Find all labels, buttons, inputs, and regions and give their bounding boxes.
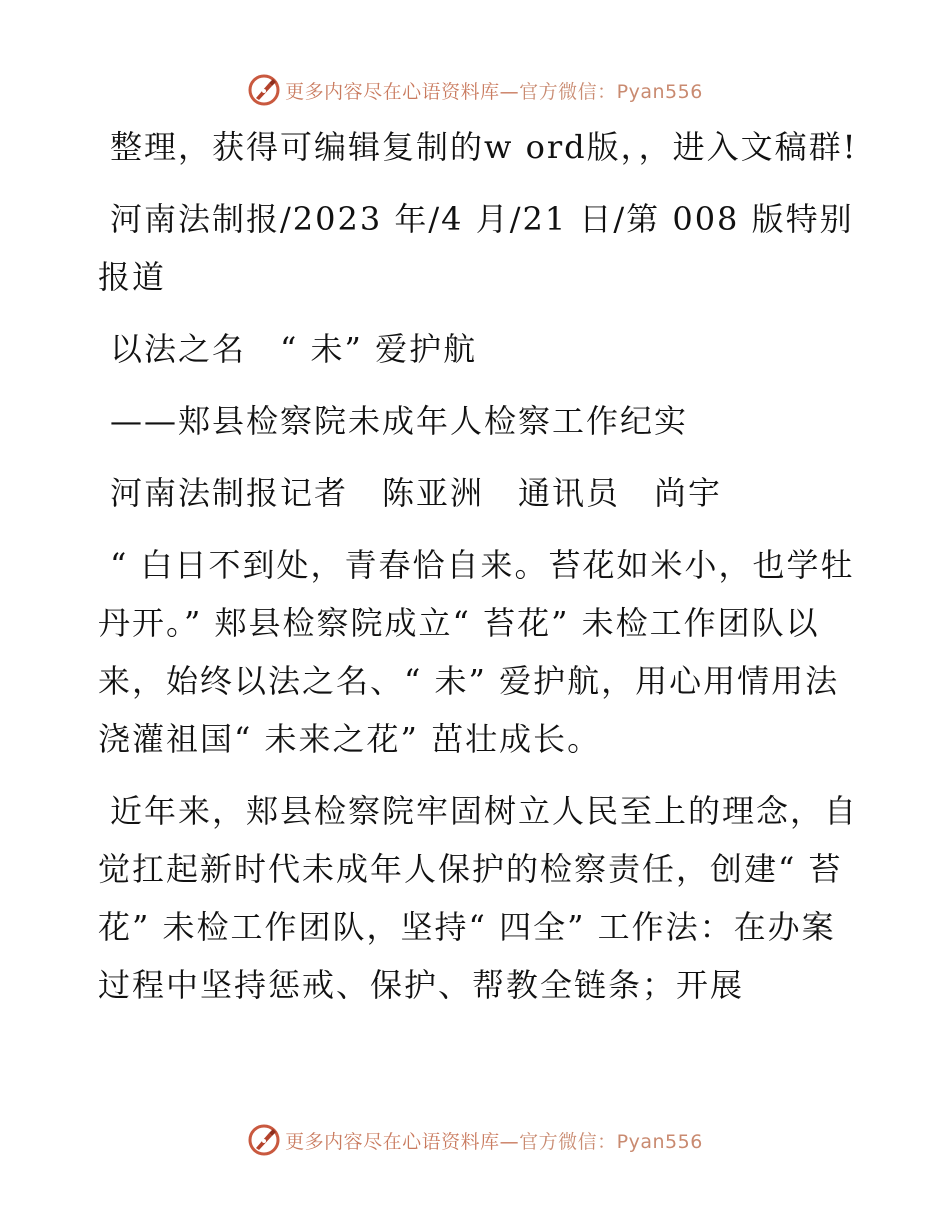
byline: 河南法制报记者 陈亚洲 通讯员 尚宇 — [110, 474, 723, 512]
article-title: 以法之名 “ 未” 爱护航 — [110, 330, 478, 368]
body-paragraph: 近年来，郏县检察院牢固树立人民至上的理念，自觉扛起新时代未成年人保护的检察责任，创建“ 苔花” 未检工作团队，坚持“ 四全” 工作法：在办案过程中坚持惩戒、保护、帮教全链条；开展 — [98, 792, 859, 1004]
article-subtitle: ——郏县检察院未成年人检察工作纪实 — [110, 402, 689, 440]
header-watermark — [0, 70, 950, 110]
banner-main-text: 更多内容尽在心语资料库 — [285, 1130, 500, 1153]
banner-wechat-text: 官方微信：Pyan556 — [519, 80, 703, 103]
footer-watermark — [0, 1120, 950, 1160]
document-body — [98, 118, 858, 1028]
pen-logo-icon — [247, 73, 281, 107]
banner-separator: — — [499, 1130, 520, 1153]
source-line: 河南法制报/2023 年/4 月/21 日/第 008 版特别报道 — [98, 200, 854, 296]
banner-main-text: 更多内容尽在心语资料库 — [285, 80, 500, 103]
banner-wechat-text: 官方微信：Pyan556 — [519, 1130, 703, 1153]
intro-paragraph: 整理，获得可编辑复制的w ord版，，进入文稿群! — [110, 128, 858, 166]
banner-separator: — — [499, 80, 520, 103]
pen-logo-icon — [247, 1123, 281, 1157]
body-paragraph: “ 白日不到处，青春恰自来。苔花如米小，也学牡丹开。” 郏县检察院成立“ 苔花” 未检工作团队以来，始终以法之名、“ 未” 爱护航，用心用情用法浇灌祖国“ 未来之花” 茁壮成长。 — [98, 546, 855, 758]
